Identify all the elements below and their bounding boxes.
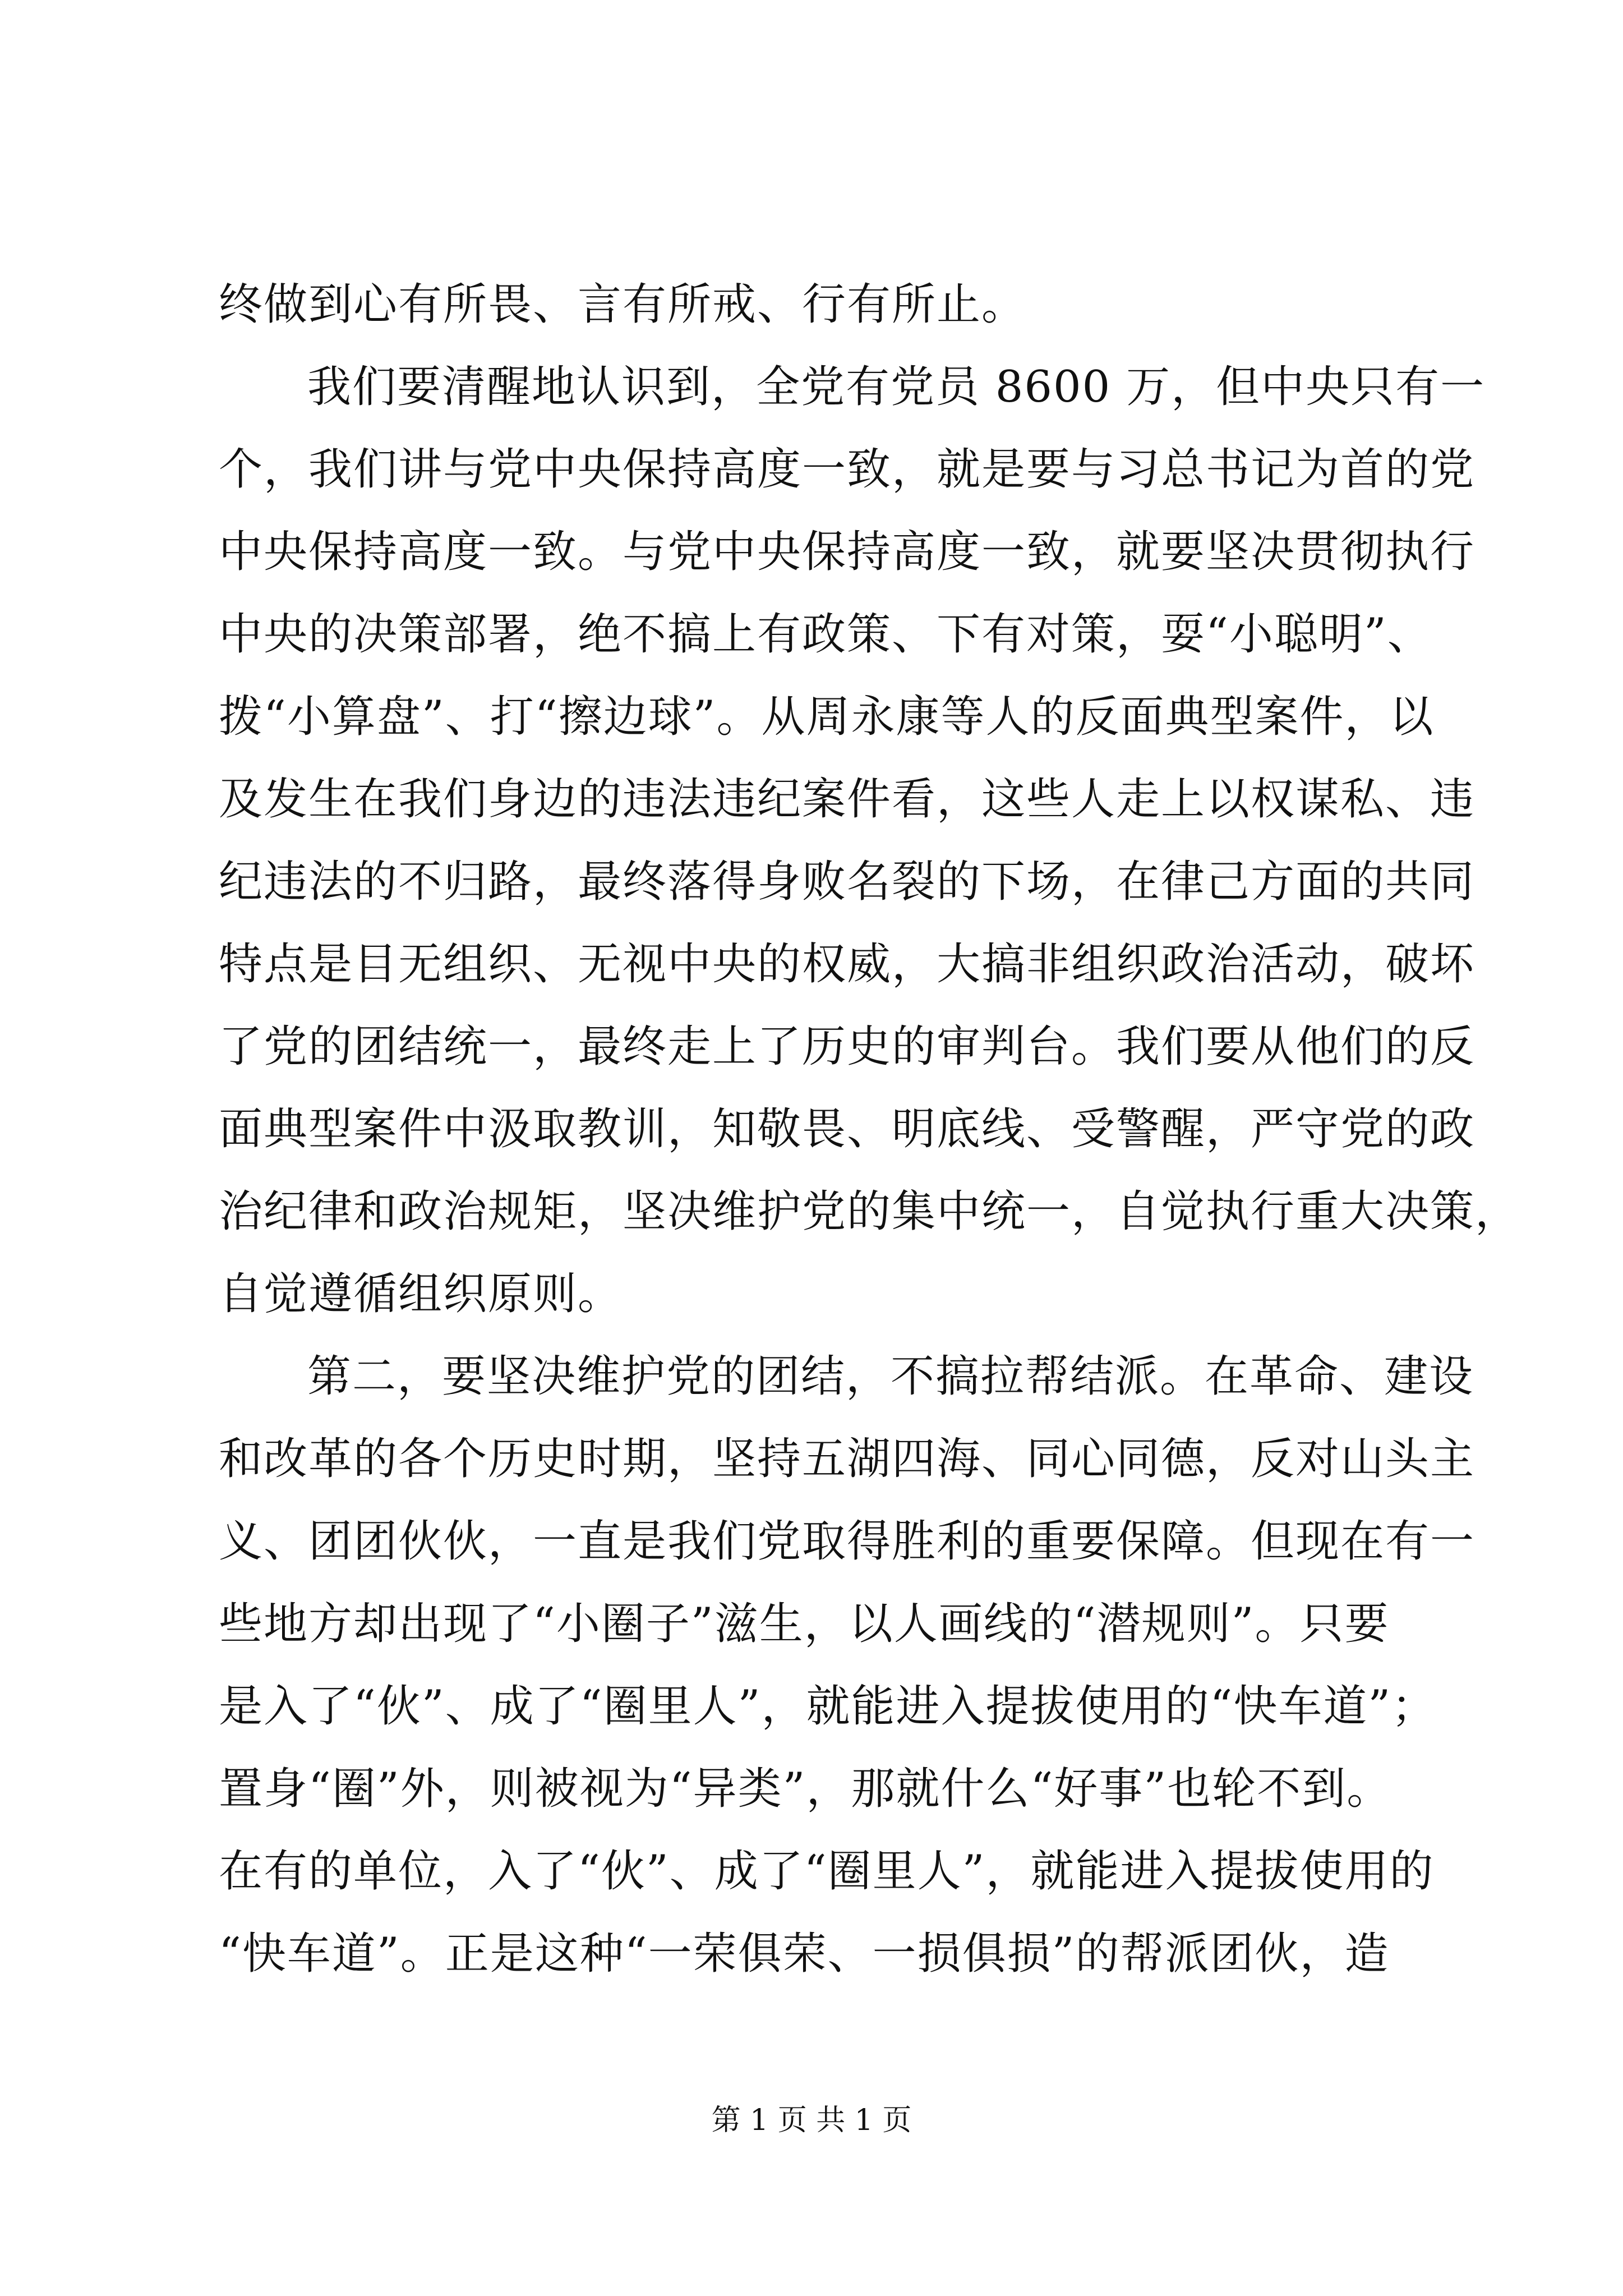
text-line: 是入了“伙”、成了“圈里人”，就能进入提拔使用的“快车道”； <box>219 1681 1437 1732</box>
text-line: 在有的单位，入了“伙”、成了“圈里人”，就能进入提拔使用的 <box>219 1846 1435 1897</box>
text-line: 拨“小算盘”、打“擦边球”。从周永康等人的反面典型案件，以 <box>219 692 1435 742</box>
text-line: 中央保持高度一致。与党中央保持高度一致，就要坚决贯彻执行 <box>219 527 1476 577</box>
text-line: 个，我们讲与党中央保持高度一致，就是要与习总书记为首的党 <box>219 444 1476 495</box>
text-line: “快车道”。正是这种“一荣俱荣、一损俱损”的帮派团伙，造 <box>219 1929 1390 1979</box>
text-line: 治纪律和政治规矩，坚决维护党的集中统一，自觉执行重大决策， <box>219 1186 1520 1237</box>
text-line: 中央的决策部署，绝不搞上有政策、下有对策，耍“小聪明”、 <box>219 609 1432 660</box>
document-body <box>219 264 1520 1995</box>
paragraph-start-line: 我们要清醒地认识到，全党有党员 8600 万，但中央只有一 <box>307 362 1486 412</box>
text-line: 自觉遵循组织原则。 <box>219 1269 623 1319</box>
text-line: 特点是目无组织、无视中央的权威，大搞非组织政治活动，破坏 <box>219 939 1476 990</box>
text-line: 终做到心有所畏、言有所戒、行有所止。 <box>219 279 1027 330</box>
text-line: 纪违法的不归路，最终落得身败名裂的下场，在律己方面的共同 <box>219 857 1476 907</box>
text-line: 些地方却出现了“小圈子”滋生，以人画线的“潜规则”。只要 <box>219 1599 1390 1649</box>
page-number-footer: 第 1 页 共 1 页 <box>711 2104 912 2137</box>
text-line: 义、团团伙伙，一直是我们党取得胜利的重要保障。但现在有一 <box>219 1516 1476 1567</box>
text-line: 了党的团结统一，最终走上了历史的审判台。我们要从他们的反 <box>219 1022 1476 1072</box>
text-line: 和改革的各个历史时期，坚持五湖四海、同心同德，反对山头主 <box>219 1434 1476 1484</box>
text-line: 面典型案件中汲取教训，知敬畏、明底线、受警醒，严守党的政 <box>219 1104 1476 1154</box>
text-line: 置身“圈”外，则被视为“异类”，那就什么“好事”也轮不到。 <box>219 1764 1392 1814</box>
text-line: 及发生在我们身边的违法违纪案件看，这些人走上以权谋私、违 <box>219 774 1476 825</box>
paragraph-start-line: 第二，要坚决维护党的团结，不搞拉帮结派。在革命、建设 <box>307 1351 1474 1402</box>
